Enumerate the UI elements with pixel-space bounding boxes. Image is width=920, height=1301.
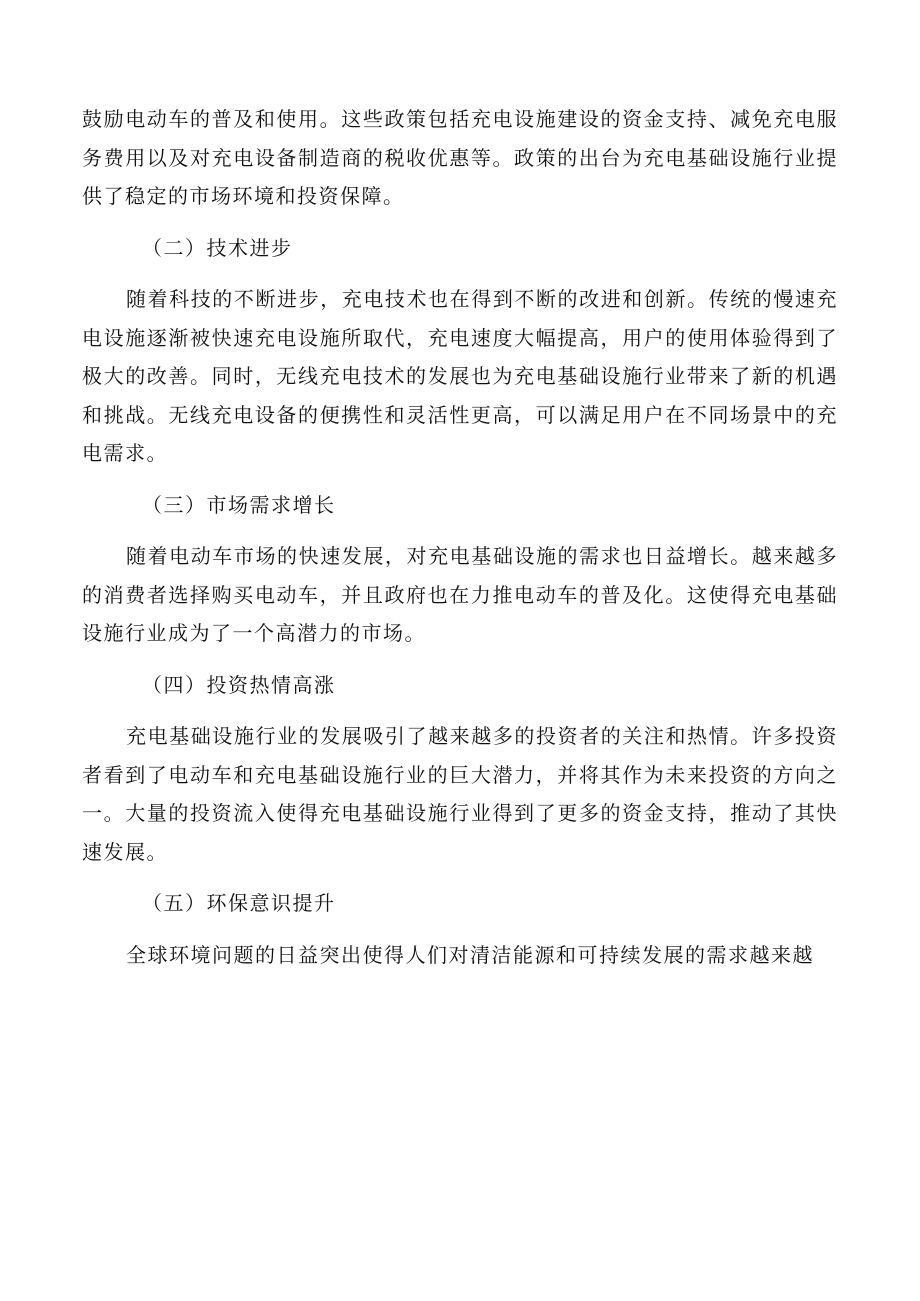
heading-market-demand: （三）市场需求增长 [142,492,336,517]
heading-environmental-awareness: （五）环保意识提升 [142,891,336,915]
paragraph-tech-progress: 随着科技的不断进步，充电技术也在得到不断的改进和创新。传统的慢速充电设施逐渐被快速充电设施所取代，充电速度大幅提高，用户的使用体验得到了极大的改善。同时，无线充电技术的发展也为充电基础设施行业带来了新的机遇和挑战。无线充电设备的便携性和灵活性更高，可以满足用户在不同场景中的充电需求。 [82,287,838,465]
heading-tech-progress: （二）技术进步 [142,235,293,260]
paragraph-environmental-awareness: 全球环境问题的日益突出使得人们对清洁能源和可持续发展的需求越来越 [126,942,814,967]
heading-investment-enthusiasm: （四）投资热情高涨 [142,672,336,697]
paragraph-policy-support: 鼓励电动车的普及和使用。这些政策包括充电设施建设的资金支持、减免充电服务费用以及对充电设备制造商的税收优惠等。政策的出台为充电基础设施行业提供了稳定的市场环境和投资保障。 [82,107,838,208]
paragraph-market-demand: 随着电动车市场的快速发展，对充电基础设施的需求也日益增长。越来越多的消费者选择购买电动车，并且政府也在力推电动车的普及化。这使得充电基础设施行业成为了一个高潜力的市场。 [82,544,838,645]
document-page [82,100,838,987]
paragraph-investment-enthusiasm: 充电基础设施行业的发展吸引了越来越多的投资者的关注和热情。许多投资者看到了电动车和充电基础设施行业的巨大潜力，并将其作为未来投资的方向之一。大量的投资流入使得充电基础设施行业得到了更多的资金支持，推动了其快速发展。 [82,724,838,864]
